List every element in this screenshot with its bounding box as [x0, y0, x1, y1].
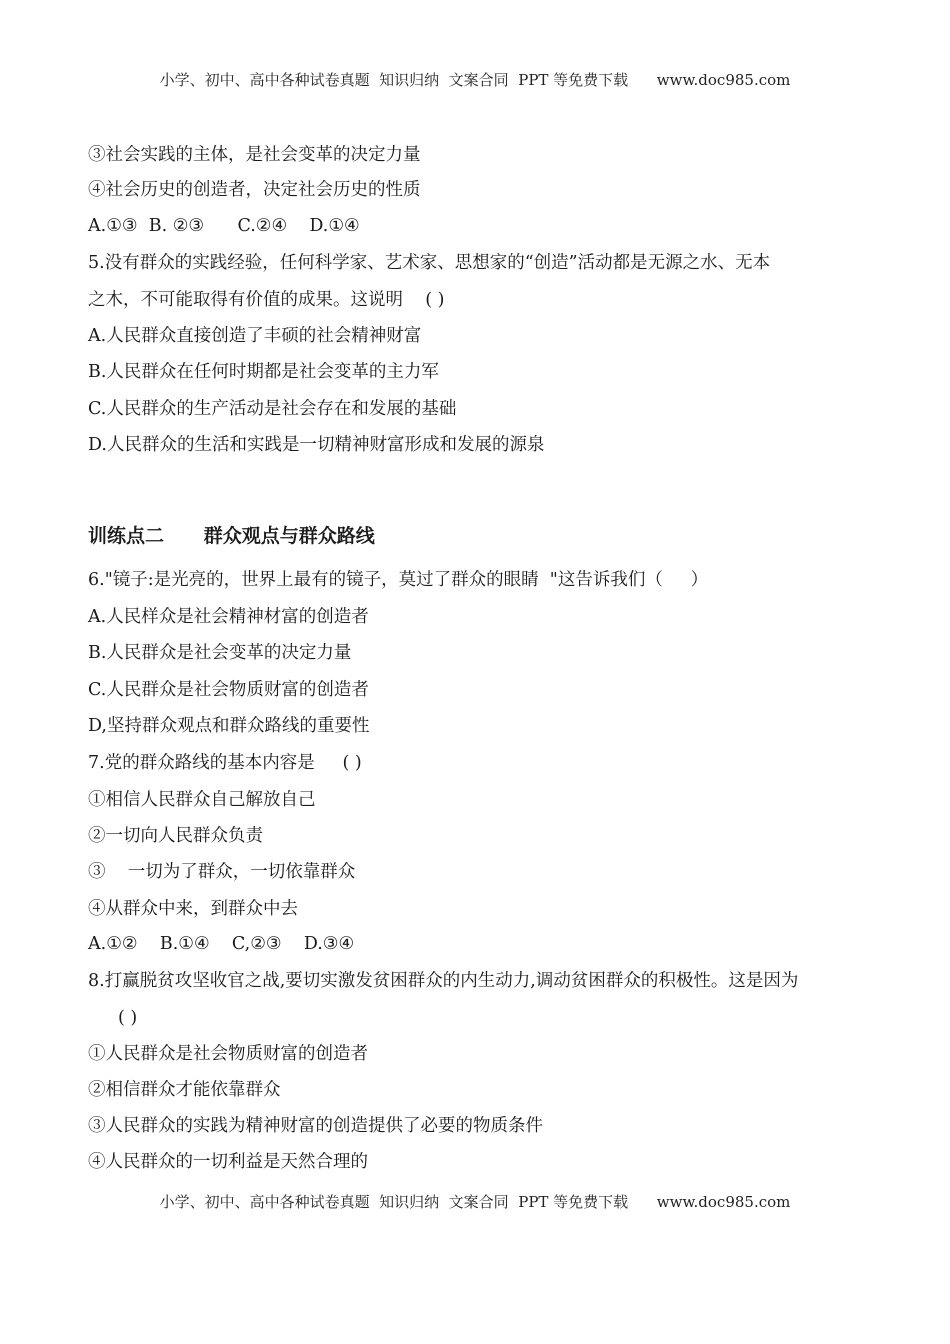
question-8: 8.打赢脱贫攻坚收官之战,要切实激发贫困群众的内生动力,调动贫困群众的积极性。这是因为: [88, 971, 799, 991]
question-8-cont: ( ): [118, 1008, 138, 1028]
option-line: A.人民样众是社会精神材富的创造者: [88, 607, 369, 627]
question-5-cont: 之木，不可能取得有价值的成果。这说明 ( ): [88, 290, 445, 310]
page-header: 小学、初中、高中各种试卷真题 知识归纳 文案合同 PPT 等免费下载 www.doc985.com: [159, 71, 791, 89]
page-footer: 小学、初中、高中各种试卷真题 知识归纳 文案合同 PPT 等免费下载 www.doc985.com: [159, 1193, 791, 1211]
option-line: ③人民群众的实践为精神财富的创造提供了必要的物质条件: [88, 1116, 543, 1136]
option-line: D,坚持群众观点和群众路线的重要性: [88, 716, 370, 736]
question-7: 7.党的群众路线的基本内容是 ( ): [88, 753, 362, 773]
option-line: ②相信群众才能依靠群众: [88, 1080, 281, 1100]
answer-choices: A.①③ B. ②③ C.②④ D.①④: [88, 216, 360, 236]
question-5: 5.没有群众的实践经验，任何科学家、艺术家、思想家的“创造”活动都是无源之水、无本: [88, 253, 771, 273]
option-line: ④社会历史的创造者，决定社会历史的性质: [88, 180, 421, 200]
option-line: B.人民群众在任何时期都是社会变革的主力军: [88, 362, 439, 382]
option-line: ④从群众中来，到群众中去: [88, 899, 298, 919]
option-line: B.人民群众是社会变革的决定力量: [88, 643, 352, 663]
option-line: A.人民群众直接创造了丰硕的社会精神财富: [88, 326, 422, 346]
option-line: C.人民群众的生产活动是社会存在和发展的基础: [88, 399, 457, 419]
option-line: D.人民群众的生活和实践是一切精神财富形成和发展的源泉: [88, 435, 545, 455]
option-line: ③社会实践的主体，是社会变革的决定力量: [88, 145, 421, 165]
option-line: ②一切向人民群众负责: [88, 826, 263, 846]
answer-choices: A.①② B.①④ C,②③ D.③④: [88, 934, 355, 954]
option-line: C.人民群众是社会物质财富的创造者: [88, 680, 369, 700]
option-line: ①相信人民群众自己解放自己: [88, 790, 316, 810]
option-line: ①人民群众是社会物质财富的创造者: [88, 1044, 368, 1064]
section-title: 训练点二 群众观点与群众路线: [88, 525, 375, 547]
option-line: ③ 一切为了群众，一切依靠群众: [88, 862, 356, 882]
question-6: 6."镜子:是光亮的，世界上最有的镜子，莫过了群众的眼睛 "这告诉我们（ ）: [88, 570, 709, 590]
option-line: ④人民群众的一切利益是天然合理的: [88, 1152, 368, 1172]
